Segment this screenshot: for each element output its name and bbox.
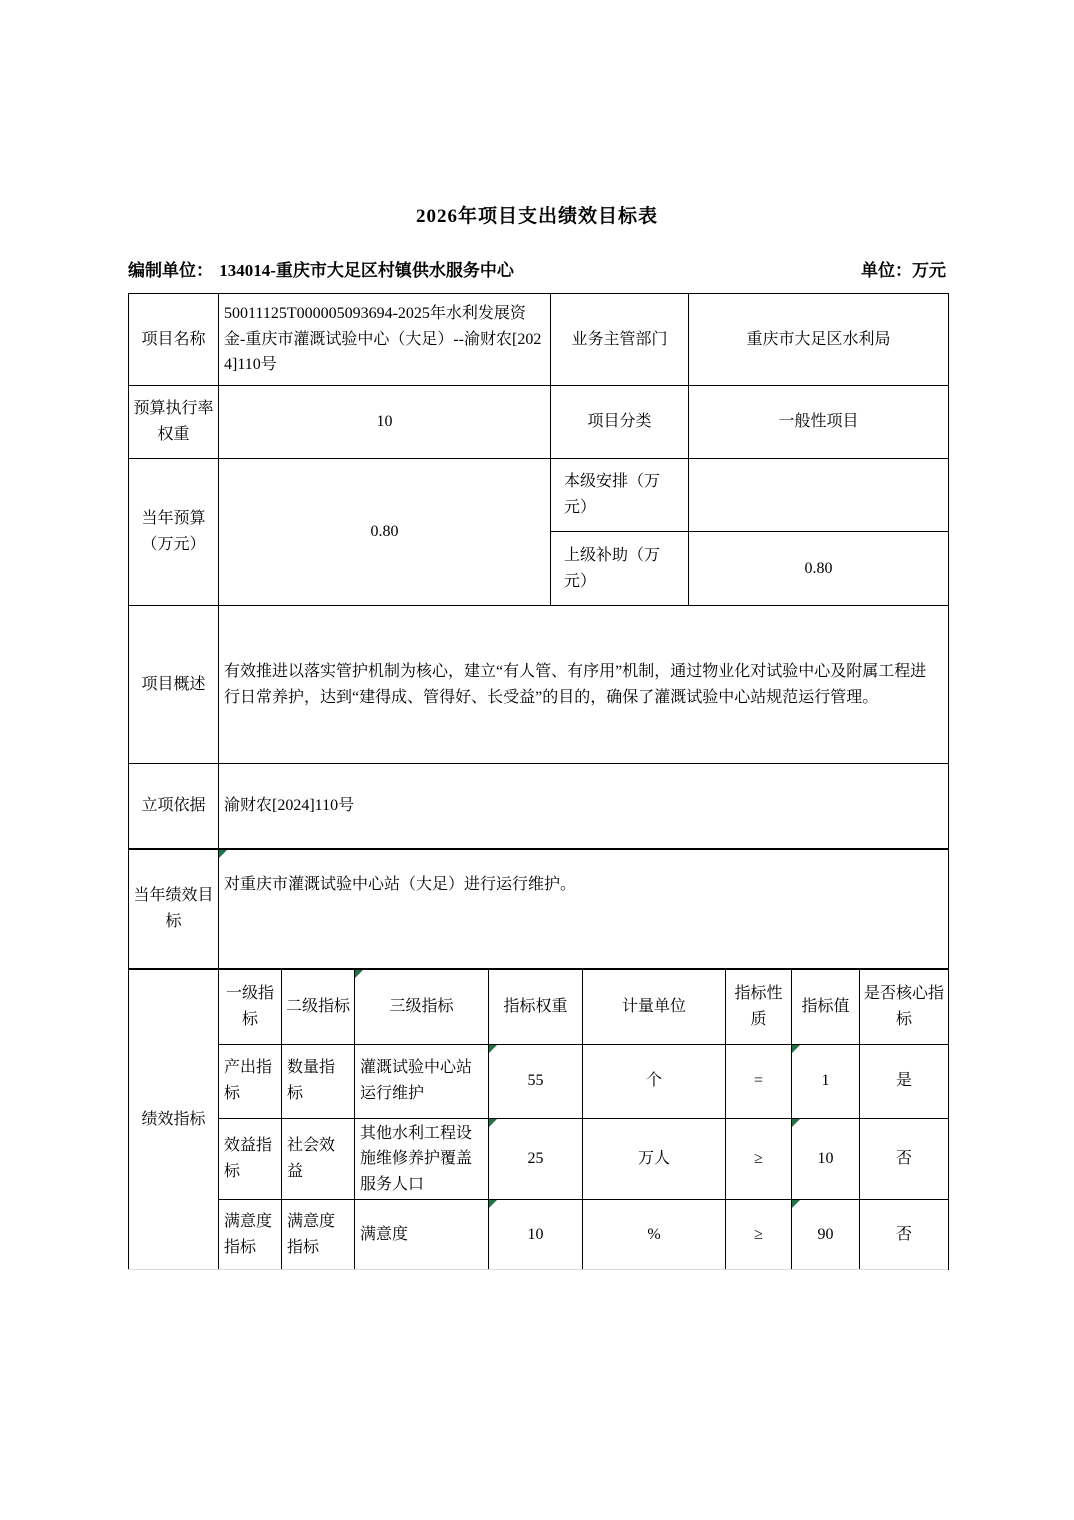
indicator-section-label-cell: 绩效指标 [129, 969, 219, 1270]
row1-nature: = [726, 1044, 792, 1118]
header-unit: 计量单位 [583, 969, 726, 1044]
row1-weight-text: 55 [527, 1072, 544, 1090]
cell-note-marker [792, 1045, 800, 1053]
cell-note-marker [489, 1045, 497, 1053]
row3-value-text: 90 [817, 1225, 834, 1243]
row2-level1: 效益指标 [219, 1118, 282, 1200]
row2-nature: ≥ [726, 1118, 792, 1200]
row2-weight-text: 25 [527, 1150, 544, 1168]
budget-rate-label-cell: 预算执行率权重 [129, 386, 219, 459]
header-nature: 指标性质 [726, 969, 792, 1044]
category-label-cell: 项目分类 [551, 386, 689, 459]
row1-value-text: 1 [821, 1072, 830, 1090]
header-level3 [355, 969, 489, 1044]
unit-label: 单位：万元 [861, 261, 946, 280]
row3-core: 否 [860, 1200, 949, 1270]
row3-weight [489, 1200, 583, 1270]
row1-core: 是 [860, 1044, 949, 1118]
local-arrange-label-cell: 本级安排（万元） [551, 459, 689, 532]
row2-value [792, 1118, 860, 1200]
row2-unit: 万人 [583, 1118, 726, 1200]
goal-value-cell [219, 849, 949, 969]
goal-value-text: 对重庆市灌溉试验中心站（大足）进行运行维护。 [224, 875, 577, 893]
row1-unit: 个 [583, 1044, 726, 1118]
year-budget-label-cell: 当年预算（万元） [129, 459, 219, 606]
upper-subsidy-value-cell: 0.80 [689, 532, 949, 606]
prepared-by-label: 编制单位： [128, 261, 213, 280]
project-name-value-cell: 50011125T000005093694-2025年水利发展资金-重庆市灌溉试验中心（大足）--渝财农[2024]110号 [219, 294, 551, 386]
cell-note-marker [355, 970, 363, 978]
row3-level3: 满意度 [355, 1200, 489, 1270]
row2-weight [489, 1118, 583, 1200]
project-info-table [128, 293, 949, 969]
page-title: 2026年项目支出绩效目标表 [415, 206, 658, 227]
row3-weight-text: 10 [527, 1225, 544, 1243]
row2-level2: 社会效益 [282, 1118, 355, 1200]
basis-label-cell: 立项依据 [129, 764, 219, 849]
indicator-row [129, 1044, 949, 1118]
cell-note-marker [219, 850, 227, 858]
header-level1: 一级指标 [219, 969, 282, 1044]
indicator-row [129, 1118, 949, 1200]
row1-weight [489, 1044, 583, 1118]
performance-indicator-table [128, 968, 949, 1270]
row1-level1: 产出指标 [219, 1044, 282, 1118]
row3-level1: 满意度指标 [219, 1200, 282, 1270]
prepared-by-value: 134014-重庆市大足区村镇供水服务中心 [219, 261, 514, 280]
header-core: 是否核心指标 [860, 969, 949, 1044]
overview-label-cell: 项目概述 [129, 606, 219, 764]
indicator-row [129, 1200, 949, 1270]
dept-value-cell: 重庆市大足区水利局 [689, 294, 949, 386]
row3-level2: 满意度指标 [282, 1200, 355, 1270]
project-name-label-cell: 项目名称 [129, 294, 219, 386]
cell-note-marker [792, 1119, 800, 1127]
budget-rate-value-cell: 10 [219, 386, 551, 459]
row3-unit: % [583, 1200, 726, 1270]
year-budget-value-cell: 0.80 [219, 459, 551, 606]
row2-core: 否 [860, 1118, 949, 1200]
basis-value-cell: 渝财农[2024]110号 [219, 764, 949, 849]
row2-level3: 其他水利工程设施维修养护覆盖服务人口 [355, 1118, 489, 1200]
category-value-cell: 一般性项目 [689, 386, 949, 459]
prepared-by [128, 256, 516, 281]
dept-label-cell: 业务主管部门 [551, 294, 689, 386]
row1-level3: 灌溉试验中心站运行维护 [355, 1044, 489, 1118]
header-value: 指标值 [792, 969, 860, 1044]
row2-value-text: 10 [817, 1150, 834, 1168]
row1-value [792, 1044, 860, 1118]
page-break-shadow-line [128, 1269, 948, 1270]
row1-level2: 数量指标 [282, 1044, 355, 1118]
header-weight: 指标权重 [489, 969, 583, 1044]
cell-note-marker [489, 1200, 497, 1208]
header-level2: 二级指标 [282, 969, 355, 1044]
overview-value-cell: 有效推进以落实管护机制为核心，建立“有人管、有序用”机制，通过物业化对试验中心及附属工程进行日常养护，达到“建得成、管得好、长受益”的目的，确保了灌溉试验中心站规范运行管理。 [219, 606, 949, 764]
cell-note-marker [489, 1119, 497, 1127]
header-level3-text: 三级指标 [389, 997, 454, 1015]
local-arrange-value-cell [689, 459, 949, 532]
goal-label-cell: 当年绩效目标 [129, 849, 219, 969]
upper-subsidy-label-cell: 上级补助（万元） [551, 532, 689, 606]
cell-note-marker [792, 1200, 800, 1208]
row3-value [792, 1200, 860, 1270]
row3-nature: ≥ [726, 1200, 792, 1270]
meta-row [128, 256, 946, 281]
